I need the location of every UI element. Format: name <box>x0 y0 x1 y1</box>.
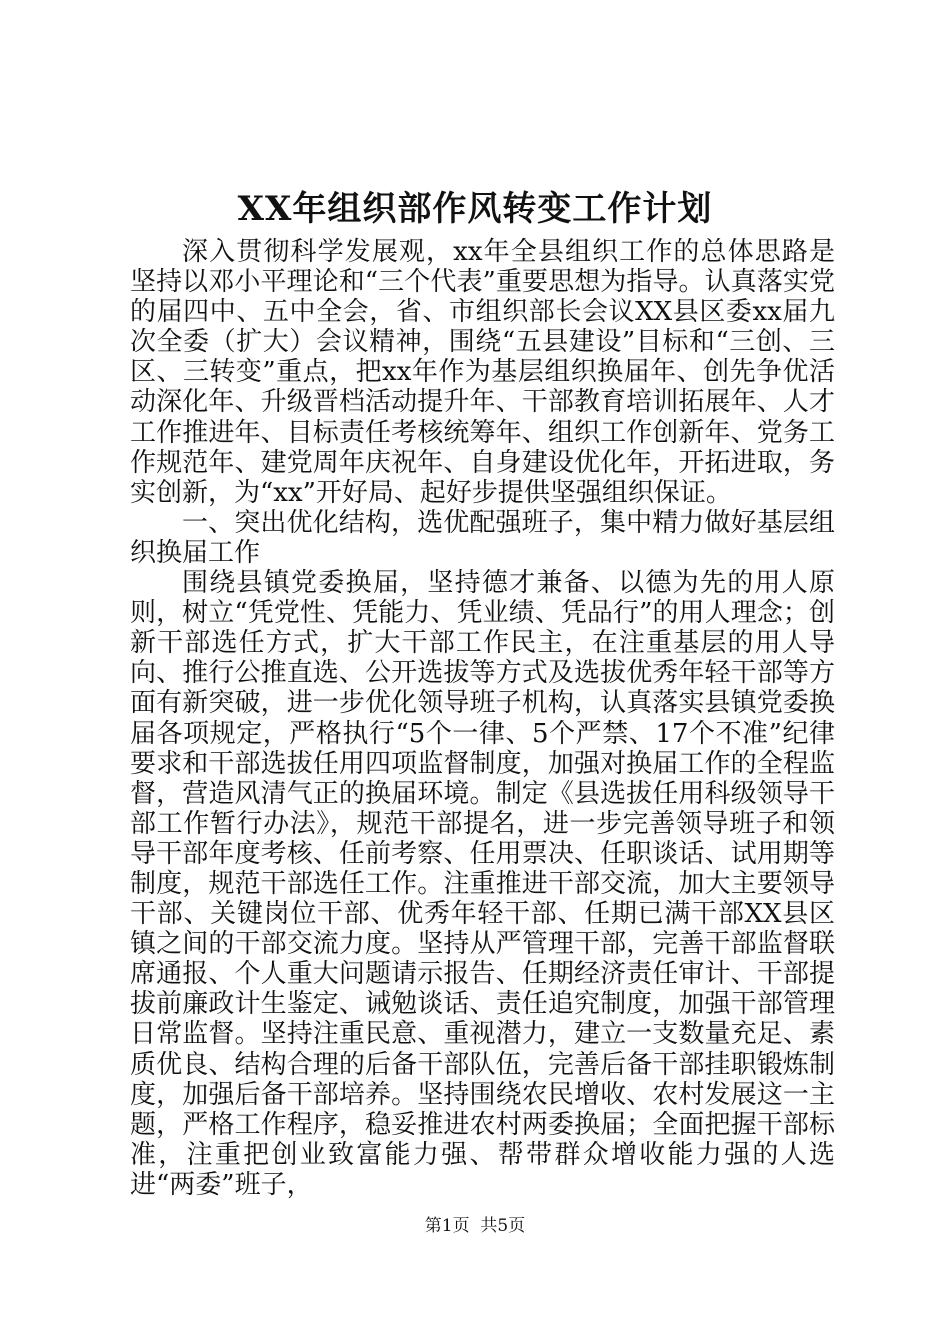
intro-paragraph: 深入贯彻科学发展观，xx年全县组织工作的总体思路是坚持以邓小平理论和“三个代表”重要思想为指导。认真落实党的届四中、五中全会，省、市组织部长会议XX县区委xx届九次全委（扩大）会议精神，围绕“五县建设”目标和“三创、三区、三转变”重点，把xx年作为基层组织换届年、创先争优活动深化年、升级晋档活动提升年、干部教育培训拓展年、人才工作推进年、目标责任考核统筹年、组织工作创新年、党务工作规范年、建党周年庆祝年、自身建设优化年，开拓进取，务实创新，为“xx”开好局、起好步提供坚强组织保证。 <box>130 237 835 508</box>
section-paragraph: 围绕县镇党委换届，坚持德才兼备、以德为先的用人原则，树立“凭党性、凭能力、凭业绩、凭品行”的用人理念；创新干部选任方式，扩大干部工作民主，在注重基层的用人导向、推行公推直选、公开选拔等方式及选拔优秀年轻干部等方面有新突破，进一步优化领导班子机构，认真落实县镇党委换届各项规定，严格执行“5个一律、5个严禁、17个不准”纪律要求和干部选拔任用四项监督制度，加强对换届工作的全程监督，营造风清气正的换届环境。制定《县选拔任用科级领导干部工作暂行办法》，规范干部提名，进一步完善领导班子和领导干部年度考核、任前考察、任用票决、任职谈话、试用期等制度，规范干部选任工作。注重推进干部交流，加大主要领导干部、关键岗位干部、优秀年轻干部、任期已满干部XX县区镇之间的干部交流力度。坚持从严管理干部，完善干部监督联席通报、个人重大问题请示报告、任期经济责任审计、干部提拔前廉政计生鉴定、诫勉谈话、责任追究制度，加强干部管理日常监督。坚持注重民意、重视潜力，建立一支数量充足、素质优良、结构合理的后备干部队伍，完善后备干部挂职锻炼制度，加强后备干部培养。坚持围绕农民增收、农村发展这一主题，严格工作程序，稳妥推进农村两委换届；全面把握干部标准，注重把创业致富能力强、帮带群众增收能力强的人选进“两委”班子， <box>130 568 835 1200</box>
section-heading: 一、突出优化结构，选优配强班子，集中精力做好基层组织换届工作 <box>130 507 835 568</box>
page-footer <box>0 1214 950 1238</box>
document-title: XX年组织部作风转变工作计划 <box>237 189 713 229</box>
document-body <box>130 237 835 1200</box>
page-number: 第1页 共5页 <box>424 1216 526 1236</box>
